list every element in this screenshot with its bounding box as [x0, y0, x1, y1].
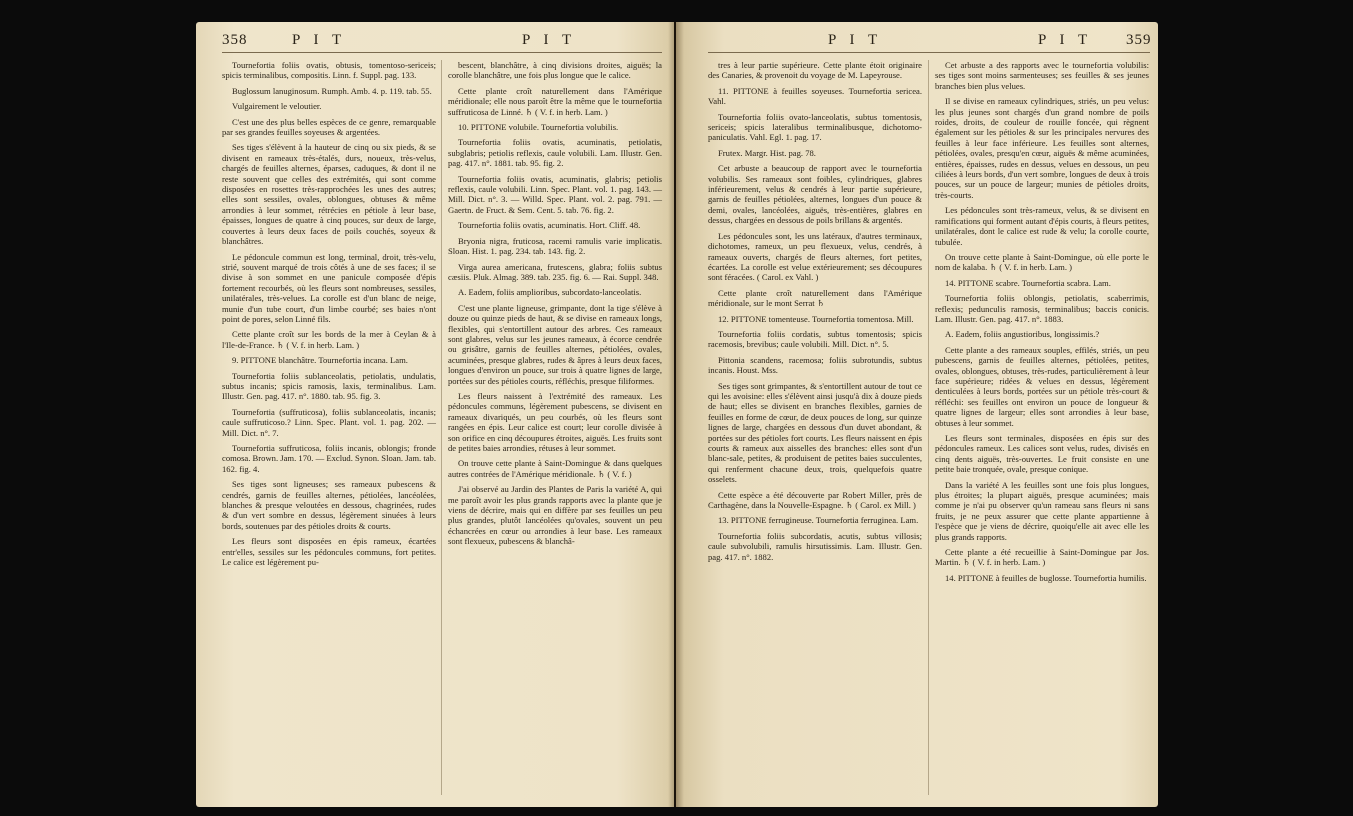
paragraph: Cette plante croît naturellement dans l'Amérique méridionale, sur le mont Serrat ♄	[708, 287, 922, 309]
paragraph: Cette plante croît naturellement dans l'Amérique méridionale; elle nous paroît être la même que le tournefortia suffruticosa de Linné. ♄ ( V. f. in herb. Lam. )	[448, 85, 662, 117]
paragraph: Le pédoncule commun est long, terminal, droit, très-velu, strié, souvent marqué de trois côtés à une de ses faces; il se divise à son sommet en une panicule composée d'épis fortement recourbés, où les fleurs sont nombreuses, sessiles, unilatérales, très-velues. La corolle est d'un blanc de neige, munie d'un tube court, d'un limbe courbé; ses baies n'ont point de pores, selon Linné fils.	[222, 251, 436, 324]
left-page-number: 358	[222, 32, 248, 48]
paragraph: Tournefortia foliis ovatis, acuminatis, glabris; petiolis reflexis, caule volubili. Linn. Spec. Plant. vol. 1. pag. 143. — Mill. Dict. n°. 3. — Willd. Spec. Plant. vol. 2. pag. 791. — Gaertn. de Fruct. & Sem. Cent. 5. tab. 76. fig. 2.	[448, 173, 662, 215]
paragraph: Tournefortia foliis ovato-lanceolatis, subtus tomentosis, sericeis; spicis lateralibus terminalibusque, dichotomo-paniculatis. Vahl. Egl. 1. pag. 17.	[708, 111, 922, 143]
left-column-1	[222, 60, 436, 572]
paragraph: Il se divise en rameaux cylindriques, striés, un peu velus: les plus jeunes sont chargés d'un grand nombre de poils roides, droits, de couleur de rouille foncée, qui règnent également sur les pétioles & sur les principales nervures des feuilles à leur face inférieure. Les feuilles sont alternes, pétiolées, ovales, presqu'en cœur, aiguës & même acuminées, entières, épaisses, rudes en dessus, velues en dessous, un peu ciliées à leurs bords, d'un vert sombre, longues de deux à trois pouces, sur un pouce de largeur; munies de pétioles droits, très-courts.	[935, 96, 1149, 200]
paragraph: Ses tiges sont ligneuses; ses rameaux pubescens & cendrés, garnis de feuilles alternes, pétiolées, lancéolées, blanches & presque veloutées en dessous, chagrinées, rudes & d'un vert sombre en dessus, légèrement sinuées à leurs bords, soutenues par des pétioles droits & courts.	[222, 479, 436, 531]
paragraph: Pittonia scandens, racemosa; foliis subrotundis, subtus incanis. Houst. Mss.	[708, 354, 922, 376]
paragraph: Les fleurs sont disposées en épis rameux, écartées entr'elles, sessiles sur les pédoncules communs, fort petites. Le calice est légèrement pu-	[222, 536, 436, 568]
left-column-2	[448, 60, 662, 552]
book-gutter	[668, 22, 684, 807]
paragraph: 13. PITTONE ferrugineuse. Tournefortia ferruginea. Lam.	[718, 515, 919, 526]
paragraph: Tournefortia suffruticosa, foliis incanis, oblongis; fronde comosa. Brown. Jam. 170. — Exclud. Synon. Sloan. Jam. tab. 162. fig. 4.	[222, 443, 436, 474]
paragraph: 12. PITTONE tomenteuse. Tournefortia tomentosa. Mill.	[718, 313, 914, 324]
paragraph: Les pédoncules sont, les uns latéraux, d'autres terminaux, dichotomes, rameux, un peu flexueux, velus, cendrés, à rameaux ouverts, chargés de fleurs alternes, fort petites, écartées. La corolle est velue extérieurement; ses découpures sont féracées. ( Carol. ex Vahl. )	[708, 230, 922, 283]
paragraph: J'ai observé au Jardin des Plantes de Paris la variété A, qui me paroît avoir les plus grands rapports avec la plante que je viens de décrire, mais qui en diffère par ses feuilles un peu plus grandes, plutôt lancéolées qu'ovales, souvent un peu échancrées en cœur ou arrondies à leur base. Les rameaux sont flexueux, pubescens & blanchâ-	[448, 484, 662, 547]
paragraph: Tournefortia foliis sublanceolatis, petiolatis, undulatis, subtus incanis; spicis ramosis, laxis, terminalibus. Lam. Illustr. Gen. pag. 417. n°. 1880. tab. 95. fig. 3.	[222, 370, 436, 402]
left-running-title-2: P I T	[522, 32, 577, 48]
paragraph: Cet arbuste a beaucoup de rapport avec le tournefortia volubilis. Ses rameaux sont foibles, cylindriques, glabres inférieurement, velus & cendrés à leur partie supérieure, garnis de feuilles pétiolées, alternes, longues d'un pouce & demi, ovales, lancéolées, aiguës, très-entières, glabres en dessus, chargées en dessous de poils brillans & argentés.	[708, 163, 922, 226]
paragraph: Cette plante croît sur les bords de la mer à Ceylan & à l'Ile-de-France. ♄ ( V. f. in herb. Lam. )	[222, 329, 436, 350]
paragraph: On trouve cette plante à Saint-Domingue & dans quelques autres contrées de l'Amérique méridionale. ♄ ( V. f. )	[448, 458, 662, 479]
paragraph: A. Eadem, foliis angustioribus, longissimis.?	[945, 329, 1100, 340]
paragraph: Virga aurea americana, frutescens, glabra; foliis subtus cæsiis. Pluk. Almag. 389. tab. 235. fig. 6. — Rai. Suppl. 348.	[448, 261, 662, 282]
paragraph: Tournefortia foliis subcordatis, acutis, subtus villosis; caule subvolubili, ramulis hirsutissimis. Lam. Illustr. Gen. pag. 417. n°. 1882.	[708, 530, 922, 562]
paragraph: Tournefortia (suffruticosa), foliis sublanceolatis, incanis; caule suffruticoso.? Linn. Spec. Plant. vol. 1. pag. 202. — Mill. Dict. n°. 7.	[222, 406, 436, 438]
paragraph: Frutex. Margr. Hist. pag. 78.	[718, 147, 816, 158]
paragraph: Les fleurs naissent à l'extrémité des rameaux. Les pédoncules communs, légèrement pubescens, se divisent en rameaux divariqués, un peu courbés, où les fleurs sont rangées en épis. Leur calice est court; leur corolle divisée à son orifice en cinq découpures étroites, aiguës. Les fruits sont de petites baies arrondies, rétuses à leur sommet.	[448, 390, 662, 453]
paragraph: Vulgairement le veloutier.	[232, 101, 322, 112]
right-column-1	[708, 60, 922, 567]
paragraph: 11. PITTONE à feuilles soyeuses. Tournefortia sericea. Vahl.	[708, 85, 922, 107]
right-column-divider	[928, 60, 929, 795]
paragraph: Tournefortia foliis cordatis, subtus tomentosis; spicis racemosis, brevibus; caule volubili. Mill. Dict. n°. 5.	[708, 328, 922, 350]
paragraph: 14. PITTONE scabre. Tournefortia scabra. Lam.	[945, 277, 1111, 288]
paragraph: A. Eadem, foliis amplioribus, subcordato-lanceolatis.	[458, 287, 642, 298]
paragraph: C'est une plante ligneuse, grimpante, dont la tige s'élève à douze ou quinze pieds de haut, & se divise en rameaux longs, flexibles, qui s'entortillent autour des arbres. Ces rameaux sont glabres, velus sur les jeunes rameaux, à écorce cendrée ou grisâtre, garnis de feuilles alternes, pétiolées, ovales, acuminées, presque glabres, rudes & âpres à leurs deux faces, longues d'environ un pouce, sur trois à quatre lignes de large, portées sur des pétioles courts, réfléchis, presque filiformes.	[448, 302, 662, 386]
paragraph: Buglossum lanuginosum. Rumph. Amb. 4. p. 119. tab. 55.	[232, 85, 432, 96]
paragraph: Ses tiges s'élèvent à la hauteur de cinq ou six pieds, & se divisent en rameaux très-étalés, durs, noueux, très-velus, chargés de feuilles alternes, éparses, caduques, & dont il ne reste souvent que celles des extrémités, qui sont comme disposées en rosettes très-rapprochées les unes des autres; elles sont sessiles, ovales, oblongues, obtuses & même arrondies à leur sommet, rétrécies en pétiole à leur base, épaisses, longues de quatre à cinq pouces, sur deux de large, couvertes à leurs deux faces de poils couchés, soyeux & blanchâtres.	[222, 142, 436, 247]
paragraph: Cette plante a été recueillie à Saint-Domingue par Jos. Martin. ♄ ( V. f. in herb. Lam. )	[935, 547, 1149, 568]
right-column-2	[935, 60, 1149, 588]
paragraph: bescent, blanchâtre, à cinq divisions droites, aiguës; la corolle blanchâtre, une fois plus longue que le calice.	[448, 60, 662, 81]
paragraph: C'est une des plus belles espèces de ce genre, remarquable par ses grandes feuilles soyeuses & argentées.	[222, 116, 436, 138]
paragraph: 14. PITTONE à feuilles de buglosse. Tournefortia humilis.	[945, 572, 1147, 583]
paragraph: Ses tiges sont grimpantes, & s'entortillent autour de tout ce qui les avoisine: elles s'élèvent ainsi jusqu'à dix à douze pieds de haut; elles se divisent en branches flexibles, garnies de feuilles en forme de cœur, de deux pouces de long, sur quinze lignes de large, chargées en dessous d'un duvet abondant, & portées sur des pétioles fort courts. Les fleurs naissent en épis courts & rameux aux aisselles des branches: elles sont d'un blanc-sale, petites, & produisent de petites baies succulentes, qui renferment chacune deux, trois, quelquefois quatre osselets.	[708, 380, 922, 485]
paragraph: Les pédoncules sont très-rameux, velus, & se divisent en ramifications qui forment autant d'épis courts, à fleurs petites, unilatérales, dont le calice est rude & velu; la corolle courte, tubulée.	[935, 205, 1149, 247]
right-running-title-2: P I T	[1038, 32, 1093, 48]
paragraph: Tournefortia foliis ovatis, obtusis, tomentoso-sericeis; spicis terminalibus, compositis. Linn. f. Suppl. pag. 133.	[222, 60, 436, 81]
paragraph: Tournefortia foliis ovatis, acuminatis, petiolatis, subglabris; petiolis reflexis, caule volubili. Lam. Illustr. Gen. pag. 417. n°. 1881. tab. 95. fig. 2.	[448, 137, 662, 169]
paragraph: Les fleurs sont terminales, disposées en épis sur des pédoncules rameux. Les calices sont velus, rudes, divisés en cinq dents aiguës, très-ouvertes. Le fruit consiste en une petite baie tronquée, ovale, presque conique.	[935, 433, 1149, 475]
paragraph: 9. PITTONE blanchâtre. Tournefortia incana. Lam.	[232, 355, 408, 366]
left-head-rule	[222, 52, 662, 53]
right-running-title-1: P I T	[828, 32, 883, 48]
paragraph: Cette espèce a été découverte par Robert Miller, près de Carthagène, dans la Nouvelle-Espagne. ♄ ( Carol. ex Mill. )	[708, 489, 922, 511]
right-page-number: 359	[1126, 32, 1152, 48]
paragraph: On trouve cette plante à Saint-Domingue, où elle porte le nom de kalaba. ♄ ( V. f. in herb. Lam. )	[935, 251, 1149, 273]
paragraph: 10. PITTONE volubile. Tournefortia volubilis.	[458, 122, 619, 133]
paragraph: Bryonia nigra, fruticosa, racemi ramulis varie implicatis. Sloan. Hist. 1. pag. 234. tab. 143. fig. 2.	[448, 235, 662, 257]
right-head-rule	[708, 52, 1150, 53]
left-column-divider	[441, 60, 442, 795]
paragraph: Cette plante a des rameaux souples, effilés, striés, un peu pubescens, garnis de feuilles alternes, pétiolées, petites, ovales, oblongues, obtuses, très-rudes, particulièrement à leur face supérieure; ridées & velues en dessus, légèrement denticulées à leurs bords, portées sur un pétiole très-court & réfléchi: ses feuilles ont environ un pouce de longueur & quatre lignes de largeur; elles sont arrondies à leur base, obtuses à leur sommet.	[935, 344, 1149, 428]
paragraph: Tournefortia foliis ovatis, acuminatis. Hort. Cliff. 48.	[458, 220, 641, 231]
paragraph: Dans la variété A les feuilles sont une fois plus longues, plus étroites; la plupart aiguës, presque acuminées; mais comme je n'ai pu observer qu'un rameau sans fleurs ni sans fruits, je ne peux assurer que cette plante appartienne à l'espèce que je viens de décrire, quoiqu'elle ait avec elle les plus grands rapports.	[935, 479, 1149, 542]
left-running-title-1: P I T	[292, 32, 347, 48]
paragraph: tres à leur partie supérieure. Cette plante étoit originaire des Canaries, & provenoit du voyage de M. Lapeyrouse.	[708, 60, 922, 81]
paragraph: Cet arbuste a des rapports avec le tournefortia volubilis: ses tiges sont moins sarmenteuses; ses feuilles & ses jeunes branches bien plus velues.	[935, 60, 1149, 91]
paragraph: Tournefortia foliis oblongis, petiolatis, scaberrimis, reflexis; pedunculis ramosis, terminalibus; baccis conicis. Lam. Illustr. Gen. pag. 417. n°. 1883.	[935, 293, 1149, 324]
